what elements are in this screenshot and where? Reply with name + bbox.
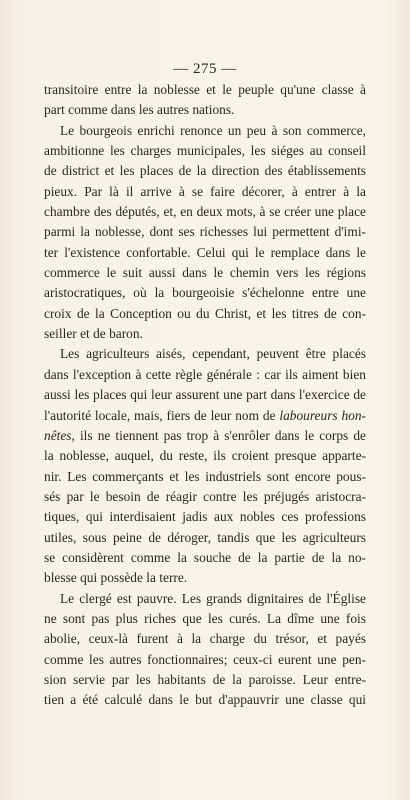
text-line — [44, 385, 366, 405]
text-line-segment: chambre des députés, et, en deux mots, à se créer une place — [44, 204, 366, 220]
text-line — [44, 426, 366, 446]
italic-segment: laboureurs hon- — [279, 407, 366, 423]
text-line-segment: pieux. Par là il arrive à se faire décorer, à entrer à la — [44, 183, 366, 199]
text-line-segment: parmi la noblesse, dont ses richesses lui permettent d'imi- — [44, 224, 366, 240]
text-line — [44, 568, 366, 588]
text-line — [44, 650, 366, 670]
text-line — [44, 467, 366, 487]
text-line-segment: ne sont pas plus riches que les curés. La dîme une fois — [44, 610, 366, 626]
page-number: — 275 — — [173, 61, 237, 77]
text-line — [44, 161, 366, 181]
text-line — [44, 507, 366, 527]
text-line — [44, 304, 366, 324]
text-line-segment: seiller et de baron. — [44, 326, 143, 342]
text-line-segment: croix de la Conception ou du Christ, et les titres de con- — [44, 305, 366, 321]
text-line — [44, 100, 366, 120]
text-line-segment: blesse qui possède la terre. — [44, 570, 188, 586]
text-line-segment: sion servie par les habitants de la paroisse. Leur entre- — [44, 671, 366, 687]
text-line-segment: ambitionne les charges municipales, les siéges au conseil — [44, 143, 366, 159]
text-line-segment: de district et les places de la direction des établissements — [44, 163, 366, 179]
text-line-segment: part comme dans les autres nations. — [44, 102, 235, 118]
text-line — [44, 589, 366, 609]
body-text — [44, 80, 366, 711]
text-line — [44, 365, 366, 385]
text-line-segment: Le bourgeois enrichi renonce un peu à son commerce, — [60, 122, 366, 138]
text-line-segment: sés par le besoin de réagir contre les préjugés aristocra- — [44, 488, 366, 504]
italic-segment: nêtes — [44, 427, 72, 443]
text-line-segment: se considèrent comme la souche de la partie de la no- — [44, 549, 366, 565]
text-line — [44, 548, 366, 568]
text-line — [44, 182, 366, 202]
text-line-segment: Les agriculteurs aisés, cependant, peuvent être placés — [60, 346, 366, 362]
text-line-segment: nir. Les commerçants et les industriels sont encore pous- — [44, 468, 366, 484]
text-line — [44, 528, 366, 548]
text-line-segment: l'autorité locale, mais, fiers de leur nom de — [44, 407, 280, 423]
text-line-segment: la noblesse, auquel, du reste, ils croient presque apparte- — [44, 448, 366, 464]
text-line-segment: commerce le suit aussi dans le chemin vers les régions — [44, 265, 366, 281]
text-line-segment: tien a été calculé dans le but d'appauvrir une classe qui — [44, 692, 366, 708]
text-line-segment: comme les autres fonctionnaires; ceux-ci eurent une pen- — [44, 651, 366, 667]
text-line — [44, 263, 366, 283]
text-line — [44, 222, 366, 242]
text-line — [44, 670, 366, 690]
text-line — [44, 141, 366, 161]
text-line — [44, 690, 366, 710]
text-line — [44, 80, 366, 100]
text-line — [44, 344, 366, 364]
text-line — [44, 243, 366, 263]
text-line — [44, 283, 366, 303]
text-line — [44, 202, 366, 222]
text-line — [44, 406, 366, 426]
text-line-segment: abolie, ceux-là furent à la charge du trésor, et payés — [44, 631, 366, 647]
text-line-segment: dans l'exception à cette règle générale : car ils aiment bien — [44, 366, 366, 382]
text-line — [44, 324, 366, 344]
text-line-segment: utiles, sous peine de déroger, tandis que les agriculteurs — [44, 529, 366, 545]
text-line-segment: Le clergé est pauvre. Les grands dignitaires de l'Église — [60, 590, 366, 606]
text-line — [44, 609, 366, 629]
text-line-segment: aristocratiques, où la bourgeoisie s'échelonne entre une — [44, 285, 366, 301]
text-line-segment: ter l'existence confortable. Celui qui le remplace dans le — [44, 244, 366, 260]
text-line-segment: tiques, qui interdisaient jadis aux nobles ces professions — [44, 509, 366, 525]
text-line-segment: transitoire entre la noblesse et le peuple qu'une classe à — [44, 82, 366, 97]
text-line — [44, 629, 366, 649]
text-line — [44, 446, 366, 466]
text-line — [44, 487, 366, 507]
text-line-segment: aussi les places qui leur assurent une part dans l'exercice de — [44, 387, 366, 403]
text-line-segment: , ils ne tiennent pas trop à s'enrôler dans le corps de — [71, 427, 366, 443]
text-line — [44, 121, 366, 141]
